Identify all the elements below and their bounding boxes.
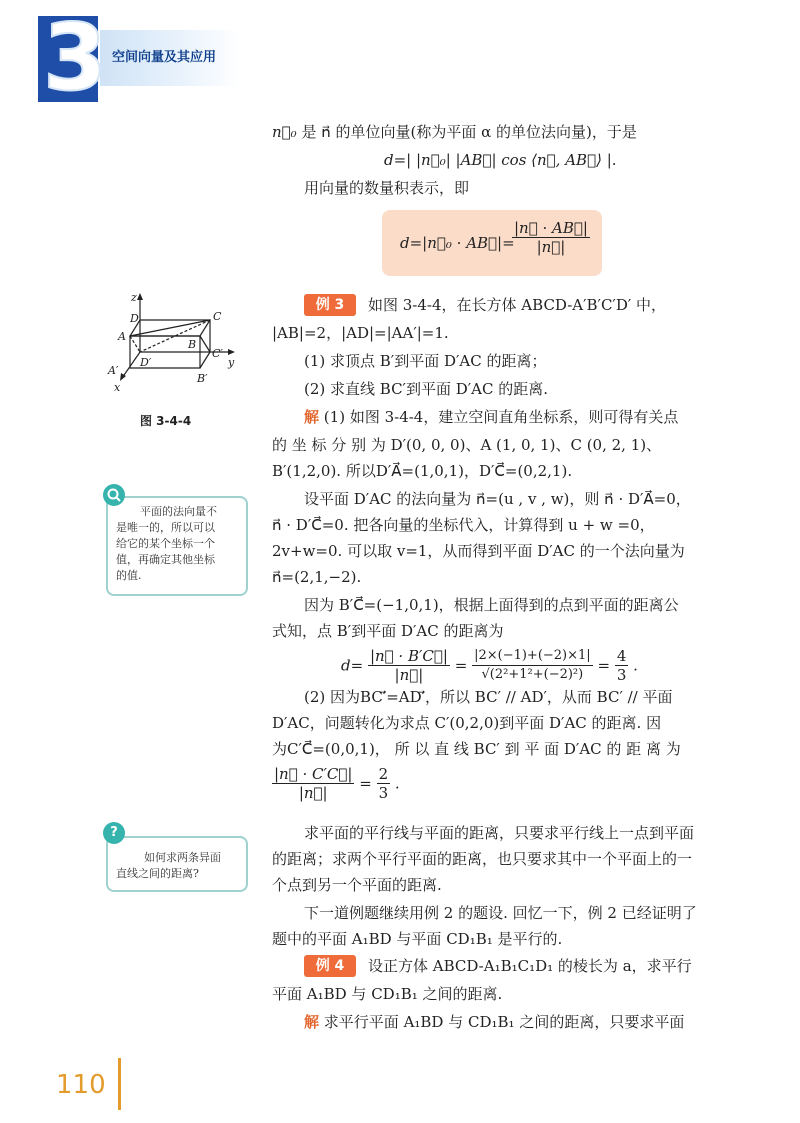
- formula-2-num-1: |n⃗ · B′C⃗|: [369, 647, 448, 665]
- distance-formula-b: d= $\frac{|n⃗ \cdot B'C⃗|}{|n⃗|}$ = $\frac{|2\times(-1)+(-2)\times 1|}{\text{√(2²+1²+(−2)²)}}$ = $\frac{4}{3}$ .: [341, 647, 638, 684]
- magnifier-icon: [103, 484, 125, 506]
- solution-line-11: D′AC，问题转化为求点 C′(0,2,0)到平面 D′AC 的距离. 因: [272, 714, 662, 732]
- note-1-line-3: 给它的某个坐标一个: [116, 537, 215, 550]
- note-1-line-5: 的值.: [116, 569, 142, 582]
- paragraph-line-1: 求平面的平行线与平面的距离，只要求平行线上一点到平面: [304, 824, 695, 842]
- solution-label: 解: [304, 408, 320, 426]
- note-2-line-2: 直线之间的距离?: [116, 867, 199, 880]
- label-A-prime: A′: [108, 364, 119, 377]
- ex4-solution-text: 求平行平面 A₁BD 与 CD₁B₁ 之间的距离，只要求平面: [323, 1013, 685, 1031]
- boxed-denominator: |n⃗|: [536, 238, 566, 256]
- question-icon: ?: [103, 822, 125, 844]
- formula-2-num-3: 4: [616, 647, 627, 665]
- formula-3-den: |n⃗|: [298, 784, 328, 802]
- solution-line-6: 2v+w=0. 可以取 v=1，从而得到平面 D′AC 的一个法向量为: [272, 542, 685, 560]
- ex3-solution-line-1: [304, 407, 678, 427]
- figure-caption: 图 3-4-4: [140, 414, 192, 428]
- x-axis: [122, 352, 140, 378]
- bottom-right-edge: [200, 352, 210, 368]
- note-1-line-2: 是唯一的，所以可以: [116, 521, 215, 534]
- boxed-formula-fraction: [512, 219, 590, 256]
- ex3-line-1: 如图 3-4-4，在长方体 ABCD-A′B′C′D′ 中，: [368, 296, 667, 314]
- page-number: 110: [56, 1070, 106, 1100]
- label-A: A: [118, 330, 126, 343]
- intro-line-1: [272, 122, 637, 142]
- ex4-line-2: 平面 A₁BD 与 CD₁B₁ 之间的距离.: [272, 985, 503, 1003]
- formula-distance-cos: d=| |n⃗₀| |AB⃗| cos ⟨n⃗, AB⃗⟩ |.: [384, 151, 617, 169]
- paragraph-line-3: 个点到另一个平面的距离.: [272, 876, 442, 894]
- magnifier-glyph: [103, 484, 125, 506]
- formula-3-frac: [272, 765, 354, 802]
- label-y: y: [228, 356, 235, 369]
- solution-line-5: n⃗ · D′C⃗=0. 把各向量的坐标代入，计算得到 u + w =0，: [272, 516, 655, 534]
- label-x: x: [114, 381, 121, 394]
- label-C-prime: C′: [212, 347, 223, 360]
- y-arrow: [228, 349, 235, 355]
- formula-2-lead: d=: [341, 656, 364, 675]
- ex4-solution-line-1: [304, 1012, 684, 1032]
- ex3-question-2: (2) 求直线 BC′到平面 D′AC 的距离.: [304, 380, 549, 398]
- ex3-question-1: (1) 求顶点 B′到平面 D′AC 的距离；: [304, 352, 547, 370]
- formula-3-result: [377, 765, 391, 802]
- diagonal-AC: [130, 320, 210, 336]
- formula-2-frac-1: [368, 647, 450, 684]
- paragraph-line-4: 下一道例题继续用例 2 的题设. 回忆一下，例 2 已经证明了: [304, 904, 697, 922]
- paragraph-line-2: 的距离；求两个平行平面的距离，也只要求其中一个平面上的一: [272, 850, 693, 868]
- ex3-line-2: |AB|=2，|AD|=|AA′|=1.: [272, 324, 449, 342]
- z-arrow: [137, 293, 143, 300]
- solution-line-12: 为C′C⃗=(0,0,1)， 所 以 直 线 BC′ 到 平 面 D′AC 的 距 离 为: [272, 740, 681, 758]
- cuboid-figure: [100, 290, 250, 402]
- page-number-bar: [118, 1058, 121, 1110]
- note-1-line-4: 值，再确定其他坐标: [116, 553, 215, 566]
- formula-2-den-1: |n⃗|: [394, 666, 424, 684]
- solution-line-2: 的 坐 标 分 别 为 D′(0, 0, 0)、A (1, 0, 1)、C (0, 2, 1)、: [272, 436, 662, 454]
- formula-2-den-2: √(2²+1²+(−2)²): [481, 667, 584, 682]
- ex4-line-1: 设正方体 ABCD-A₁B₁C₁D₁ 的棱长为 a，求平行: [368, 957, 692, 975]
- solution-line-8: 因为 B′C⃗=(−1,0,1)，根据上面得到的点到平面的距离公: [304, 596, 679, 614]
- formula-3-result-den: 3: [378, 784, 389, 802]
- formula-2-frac-2: [472, 647, 593, 684]
- diagonal-BC1: [200, 336, 210, 352]
- solution-line-10: (2) 因为BC′⃗=AD′⃗，所以 BC′ // AD′，从而 BC′ // 平面: [304, 688, 673, 706]
- formula-3-result-num: 2: [378, 765, 389, 783]
- label-B-prime: B′: [197, 372, 208, 385]
- note-1-line-1: 平面的法向量不: [140, 505, 217, 518]
- solution-line-4: 设平面 D′AC 的法向量为 n⃗=(u , v , w)，则 n⃗ · D′A⃗=0，: [304, 490, 691, 508]
- chapter-title: 空间向量及其应用: [112, 50, 217, 65]
- intro-line-3: 用向量的数量积表示，即: [304, 179, 470, 197]
- example-3-badge: 例 3: [304, 294, 356, 316]
- example-4-badge: 例 4: [304, 955, 356, 977]
- label-D-prime: D′: [140, 356, 152, 369]
- note-2-line-1: 如何求两条异面: [144, 851, 221, 864]
- intro-text: 是 n⃗ 的单位向量(称为平面 α 的单位法向量)，于是: [301, 123, 637, 141]
- ex4-solution-label: 解: [304, 1013, 320, 1031]
- boxed-numerator: |n⃗ · AB⃗|: [514, 219, 588, 237]
- boxed-formula-left: d=|n⃗₀ · AB⃗|=: [400, 234, 515, 252]
- solution-line-9: 式知，点 B′到平面 D′AC 的距离为: [272, 622, 504, 640]
- distance-formula-c: $\frac{|n⃗ \cdot C'C⃗|}{|n⃗|}$ = $\frac{2}{3}$ .: [274, 765, 400, 802]
- label-B: B: [188, 338, 197, 351]
- formula-3-num: |n⃗ · C′C⃗|: [274, 765, 353, 783]
- label-z: z: [131, 291, 137, 304]
- formula-2-frac-3: [615, 647, 629, 684]
- formula-2-num-2: |2×(−1)+(−2)×1|: [472, 647, 593, 666]
- chapter-number: 3: [42, 4, 107, 111]
- label-D: D: [130, 312, 139, 325]
- label-C: C: [213, 310, 222, 323]
- solution-text-1: (1) 如图 3-4-4，建立空间直角坐标系，则可得有关点: [323, 408, 679, 426]
- solution-line-3: B′(1,2,0). 所以D′A⃗=(1,0,1)，D′C⃗=(0,2,1).: [272, 462, 573, 480]
- paragraph-line-5: 题中的平面 A₁BD 与平面 CD₁B₁ 是平行的.: [272, 930, 563, 948]
- formula-2-den-3: 3: [616, 666, 627, 684]
- diagonal-AD1: [130, 336, 140, 352]
- solution-line-7: n⃗=(2,1,−2).: [272, 568, 362, 586]
- unit-normal-symbol: n⃗₀: [272, 123, 297, 141]
